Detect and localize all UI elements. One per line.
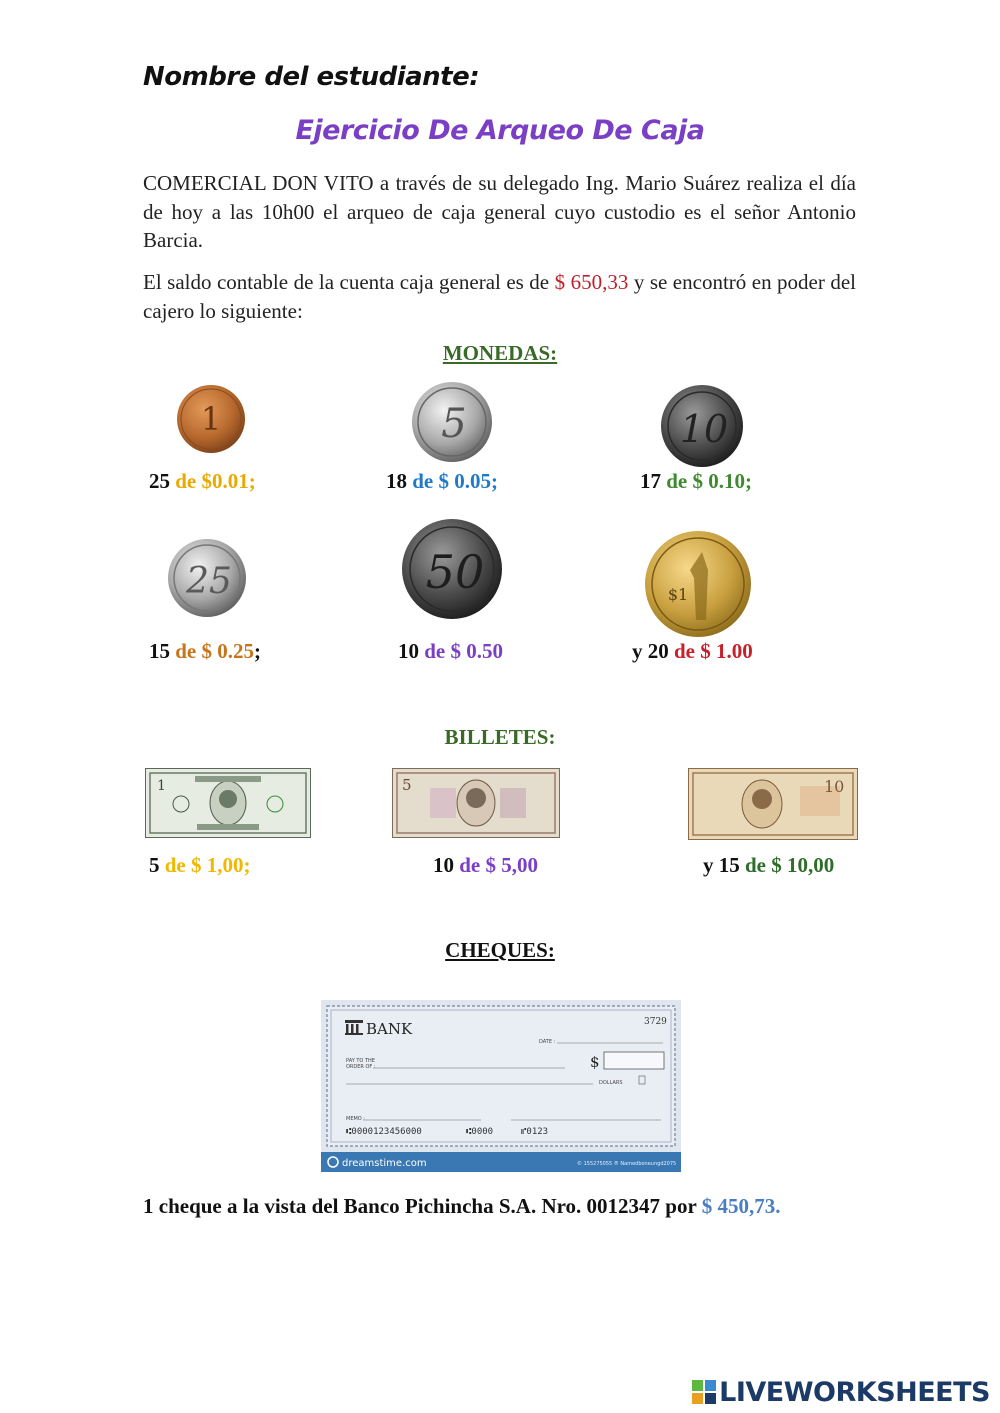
- cheque-order-label: ORDER OF :: [346, 1064, 376, 1070]
- bill-quantity-1: 5 de $ 1,00;: [149, 853, 251, 877]
- cheque-micr-account: ⑆0000: [466, 1127, 494, 1137]
- coin-5-cent-image: [411, 381, 493, 463]
- cheque-description: 1 cheque a la vista del Banco Pichincha S.A. Nro. 0012347 por $ 450,73.: [143, 1194, 781, 1218]
- cheque-number: 3729: [644, 1017, 667, 1027]
- coin-quantity-2: 18 de $ 0.05;: [386, 469, 498, 493]
- cheque-dollar-sign: $: [590, 1053, 600, 1071]
- cheque-watermark-id: © 155275055 ® Namedboneungd2075: [577, 1161, 677, 1167]
- bill-10-dollar-image: [688, 768, 858, 840]
- cheque-amount: $ 450,73.: [701, 1194, 781, 1218]
- cheque-date-label: DATE :: [539, 1039, 556, 1045]
- coin-50-cent-image: [401, 518, 503, 620]
- bill-quantity-3: y 15 de $ 10,00: [703, 853, 835, 877]
- balance-text-after: y se encontró en poder del cajero lo siguiente:: [143, 270, 857, 323]
- bill-quantity-2: 10 de $ 5,00: [433, 853, 538, 877]
- cheque-micr-number: ⑈0123: [521, 1127, 549, 1137]
- cheque-micr-routing: ⑆0000123456000: [346, 1127, 422, 1137]
- coin-10-label: 10: [679, 407, 729, 451]
- bill-5-dollar-image: [392, 768, 560, 838]
- billetes-heading: BILLETES:: [444, 725, 556, 749]
- balance-amount: $ 650,33: [554, 270, 629, 294]
- student-name-label: Nombre del estudiante:: [143, 62, 480, 92]
- intro-paragraph: COMERCIAL DON VITO a través de su delegado Ing. Mario Suárez realiza el día de hoy a las 10h00 el arqueo de caja general cuyo custodio es el señor Antonio Barcia.: [143, 171, 856, 252]
- cheque-memo-label: MEMO :: [346, 1116, 365, 1122]
- cheque-image: [321, 1000, 681, 1172]
- coin-25-label: 25: [186, 561, 232, 602]
- coin-25-cent-image: [167, 538, 247, 618]
- coin-10-cent-image: [660, 384, 744, 468]
- cheque-pay-label: PAY TO THE: [346, 1058, 375, 1064]
- worksheet-title: Ejercicio De Arqueo De Caja: [295, 115, 705, 146]
- liveworksheets-logo-icon: [691, 1379, 717, 1405]
- coin-5-label: 5: [441, 401, 467, 447]
- liveworksheets-logo: [691, 1376, 990, 1408]
- bill-10-label: 10: [824, 777, 845, 796]
- coin-quantity-6: y 20 de $ 1.00: [632, 639, 753, 663]
- coin-1-dollar-image: [644, 530, 752, 638]
- liveworksheets-logo-text: LIVEWORKSHEETS: [719, 1376, 990, 1408]
- coin-quantity-4: 15 de $ 0.25;: [149, 639, 261, 663]
- cheque-watermark-brand: dreamstime.com: [342, 1158, 427, 1169]
- bill-1-dollar-image: [145, 768, 311, 838]
- coin-dollar-label: $1: [667, 585, 689, 604]
- balance-paragraph: [143, 268, 856, 325]
- coin-quantity-5: 10 de $ 0.50: [398, 639, 503, 663]
- cheques-heading: CHEQUES:: [445, 938, 555, 962]
- coin-quantity-3: 17 de $ 0.10;: [640, 469, 752, 493]
- cheque-bank-label: BANK: [366, 1020, 413, 1038]
- coin-50-label: 50: [425, 545, 485, 599]
- bill-1-label: 1: [157, 778, 166, 794]
- bill-5-label: 5: [402, 776, 412, 794]
- coin-quantity-1: 25 de $0.01;: [149, 469, 256, 493]
- coin-1-label: 1: [200, 400, 222, 438]
- coin-1-cent-image: [176, 384, 246, 454]
- balance-text-before: El saldo contable de la cuenta caja general es de: [143, 270, 550, 294]
- monedas-heading: MONEDAS:: [442, 341, 558, 365]
- cheque-dollars-label: DOLLARS: [599, 1080, 623, 1086]
